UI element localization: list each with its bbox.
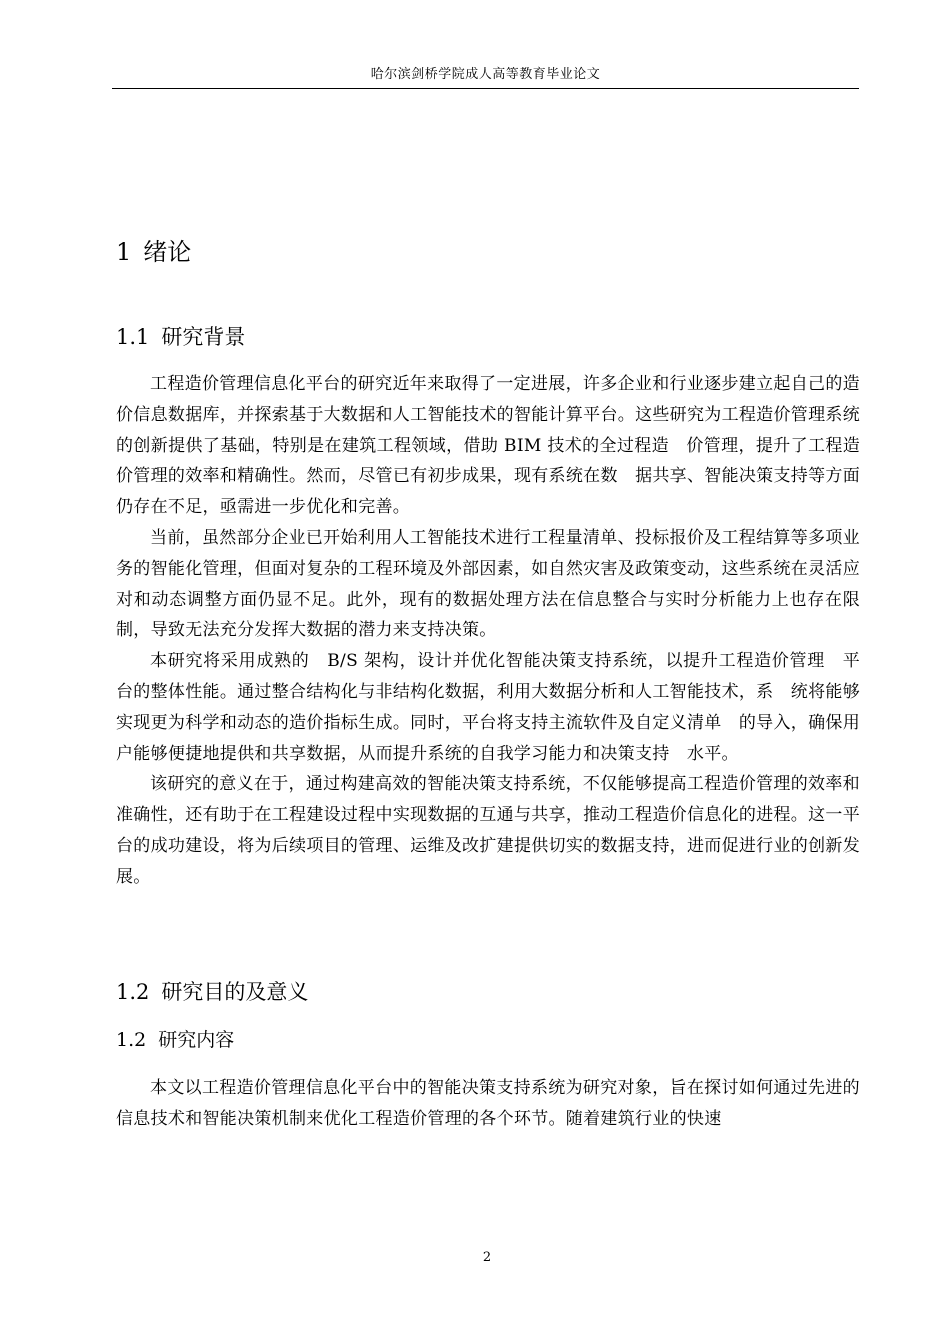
paragraph: 工程造价管理信息化平台的研究近年来取得了一定进展，许多企业和行业逐步建立起自己的造价信息数据库，并探索基于大数据和人工智能技术的智能计算平台。这些研究为工程造价管理系统的创新提供了基础，特别是在建筑工程领域，借助 BIM 技术的全过程造 价管理，提升了工程造价管理的效率和精确性。然而，尽管已有初步成果，现有系统在数 据共享、智能决策支持等方面仍存在不足，亟需进一步优化和完善。: [116, 374, 860, 518]
background-body: [116, 369, 860, 893]
running-header: 哈尔滨剑桥学院成人高等教育毕业论文: [370, 67, 601, 82]
section-number: 1.2: [116, 980, 150, 1004]
section-title: 研究目的及意义: [161, 980, 309, 1004]
paragraph: 本文以工程造价管理信息化平台中的智能决策支持系统为研究对象，旨在探讨如何通过先进的信息技术和智能决策机制来优化工程造价管理的各个环节。随着建筑行业的快速: [116, 1078, 860, 1129]
paragraph: 该研究的意义在于，通过构建高效的智能决策支持系统，不仅能够提高工程造价管理的效率和准确性，还有助于在工程建设过程中实现数据的互通与共享，推动工程造价信息化的进程。这一平台的成功建设，将为后续项目的管理、运维及改扩建提供切实的数据支持，进而促进行业的创新发展。: [116, 774, 860, 887]
paragraph: 当前，虽然部分企业已开始利用人工智能技术进行工程量清单、投标报价及工程结算等多项业务的智能化管理，但面对复杂的工程环境及外部因素，如自然灾害及政策变动，这些系统在灵活应对和动态调整方面仍显不足。此外，现有的数据处理方法在信息整合与实时分析能力上也存在限制，导致无法充分发挥大数据的潜力来支持决策。: [116, 527, 860, 641]
chapter-number: 1: [116, 238, 132, 266]
section-heading-background: [116, 323, 245, 351]
section-heading-purpose: [116, 978, 308, 1006]
content-body: [116, 1073, 860, 1135]
paragraph: 本研究将采用成熟的 B/S 架构，设计并优化智能决策支持系统，以提升工程造价管理 平台的整体性能。通过整合结构化与非结构化数据，利用大数据分析和人工智能技术，系 统将能够实现更为科学和动态的造价指标生成。同时，平台将支持主流软件及自定义清单 的导入，确保用户能够便捷地提供和共享数据，从而提升系统的自我学习能力和决策支持 水平。: [116, 651, 860, 764]
subsection-heading-content: [116, 1027, 234, 1053]
section-number: 1.1: [116, 325, 150, 349]
header-rule: [112, 88, 859, 89]
section-title: 研究背景: [161, 325, 246, 349]
subsection-title: 研究内容: [158, 1029, 235, 1051]
subsection-number: 1.2: [116, 1029, 147, 1051]
chapter-title: 绪论: [143, 238, 192, 266]
chapter-heading: [116, 236, 191, 268]
page-number: 2: [482, 1250, 492, 1265]
